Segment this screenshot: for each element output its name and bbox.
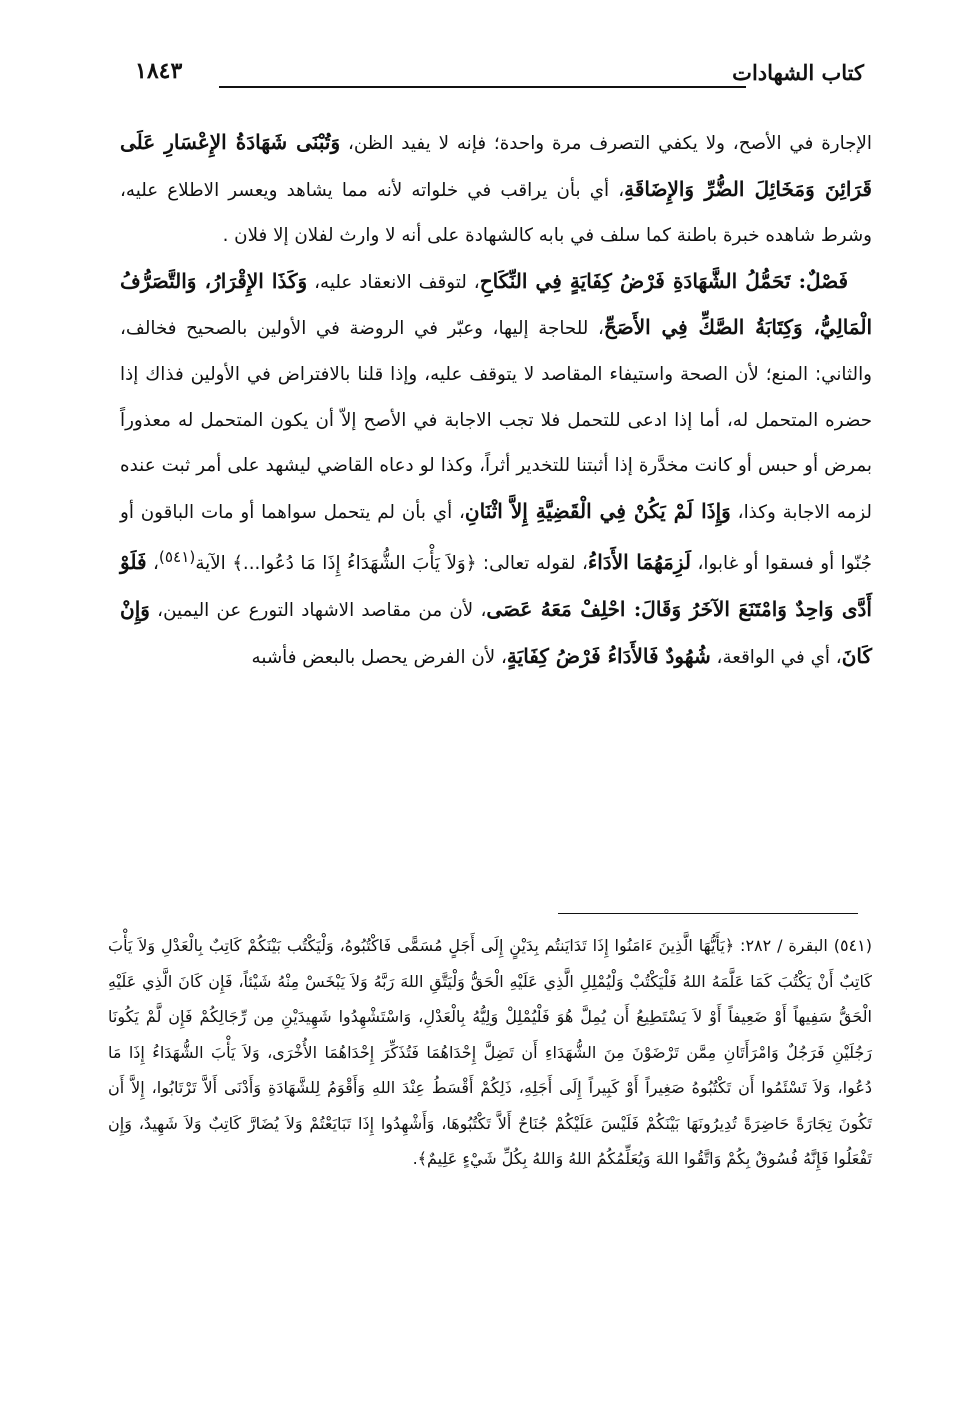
- commentary-text: ، أي في الواقعة،: [710, 646, 842, 668]
- commentary-text: ، لتوقف الانعقاد عليه،: [307, 271, 480, 293]
- header-rule: [219, 86, 746, 88]
- chapter-title: كتاب الشهادات: [732, 60, 864, 85]
- matn-text: شُهُودٌ فَالأَدَاءُ فَرْضُ كِفَايَةٍ: [506, 643, 711, 668]
- matn-text: لَزِمَهُمَا الأَدَاءُ: [587, 550, 692, 575]
- commentary-text: ، لقوله تعالى: ﴿وَلاَ يَأْبَ الشُّهَدَاءُ إِذَا مَا دُعُوا...﴾ الآية: [195, 553, 588, 575]
- commentary-text: ، لأن من مقاصد الاشهاد التورع عن اليمين،: [149, 600, 487, 622]
- paragraph-1: [120, 120, 872, 259]
- commentary-text: ، لأن الفرض يحصل بالبعض فأشبه: [251, 646, 507, 668]
- matn-text: فَلَوْ أَدَّى وَاحِدٌ وَامْتَنَعَ الآخَرُ وَقَالَ: احْلِفْ مَعَهُ عَصَى: [120, 550, 872, 622]
- commentary-text: ،: [146, 553, 159, 575]
- footnote-divider: [558, 913, 858, 914]
- footnote-reference[interactable]: (٥٤١): [158, 548, 196, 567]
- matn-text: وَتُبْنَى شَهَادَةُ الإِعْسَارِ عَلَى قَرَائِنَ وَمَخَائِلَ الضُّرِّ وَالإِضَاقَةِ: [120, 130, 872, 201]
- main-text: [120, 120, 872, 680]
- commentary-text: الإجارة في الأصح، ولا يكفي التصرف مرة واحدة؛ فإنه لا يفيد الظن،: [340, 133, 872, 154]
- page-number: ١٨٤٣: [135, 58, 183, 84]
- footnote: [108, 928, 872, 1177]
- paragraph-2: [120, 259, 872, 680]
- commentary-text: ، للحاجة إليها، وعبّر في الروضة في الأولين بالصحيح فخالف، والثاني: المنع؛ لأن الصحة واستيفاء المقاصد لا يتوقف عليه، وإذا قلنا بالافتراض في الأولين فذاك إذا حضره المتحمل له، أما إذا ادعى للتحمل فلا تجب الاجابة في الأصح إلاّ أن يكون المتحمل له معذوراً بمرض أو حبس أو كانت مخدَّرة إذا أثبتنا للتخدير أثراً، وكذا لو دعاه القاضي ليشهد على أمر ثبت عنده لزمه الاجابة وكذا،: [120, 318, 872, 523]
- matn-text: وَإِذَا لَمْ يَكُنْ فِي الْقَضِيَّةِ إِلاَّ اثْنَانِ: [464, 498, 731, 523]
- commentary-text: ، أي بأن لم يتحمل سواهما أو مات الباقون أو جُنّوا أو فسقوا أو غابوا،: [120, 501, 872, 575]
- matn-text: فَصْلٌ: تَحَمُّلُ الشَّهَادَةِ فَرْضُ كِفَايَةٍ فِي النِّكَاحِ: [479, 268, 849, 293]
- matn-text: وَكَذَا الإِقْرَارُ، وَالتَّصَرُّفُ الْمَالِيُّ، وَكِتَابَةُ الصَّكِّ فِي الأَصَحِّ: [120, 268, 873, 340]
- matn-text: وَإِنْ كَانَ: [120, 597, 872, 668]
- footnote-text: (٥٤١) البقرة / ٢٨٢: ﴿يَأَيُّهَا الَّذِينَ ءَامَنُوا إِذَا تَدَايَنتُم بِدَيْنٍ إِلَى أَجَلٍ مُسَمًّى فَاكْتُبُوهُ، وَلْيَكْتُب بَيْنَكُمْ كَاتِبٌ بِالْعَدْلِ وَلاَ يَأْبَ كَاتِبٌ أَنْ يَكْتُبَ كَمَا عَلَّمَهُ اللهُ فَلْيَكْتُبْ وَلْيُمْلِلِ الَّذِي عَلَيْهِ الْحَقُّ وَلْيَتَّقِ اللهَ رَبَّهُ وَلاَ يَبْخَسْ مِنْهُ شَيْئاً، فَإِن كَانَ الَّذِي عَلَيْهِ الْحَقُّ سَفِيهاً أَوْ ضَعِيفاً أَوْ لاَ يَسْتَطِيعُ أَن يُمِلَّ هُوَ فَلْيُمْلِلْ وَلِيُّهُ بِالْعَدْلِ، وَاسْتَشْهِدُوا شَهِيدَيْنِ مِن رِّجَالِكُمْ فَإِن لَّمْ يَكُونَا رَجُلَيْنِ فَرَجُلٌ وَامْرَأَتَانِ مِمَّن تَرْضَوْنَ مِنَ الشُّهَدَاءِ أَن تَضِلَّ إِحْدَاهُمَا فَتُذَكِّرَ إِحْدَاهُمَا الأُخْرَى، وَلاَ يَأْبَ الشُّهَدَاءُ إِذَا مَا دُعُوا، وَلاَ تَسْئَمُوا أَن تَكْتُبُوهُ صَغِيراً أَوْ كَبِيراً إِلَى أَجَلِهِ، ذَلِكُمْ أَقْسَطُ عِنْدَ اللهِ وَأَقْوَمُ لِلشَّهَادَةِ وَأَدْنَى أَلاَّ تَرْتَابُوا، إِلاَّ أَن تَكُونَ تِجَارَةً حَاضِرَةً تُدِيرُونَهَا بَيْنَكُمْ فَلَيْسَ عَلَيْكُمْ جُنَاحٌ أَلاَّ تَكْتُبُوهَا، وَأَشْهِدُوا إِذَا تَبَايَعْتُمْ وَلاَ يُضَارَّ كَاتِبٌ وَلاَ شَهِيدٌ، وَإِن تَفْعَلُوا فَإِنَّهُ فُسُوقٌ بِكُمْ وَاتَّقُوا اللهَ وَيُعَلِّمُكُمُ اللهُ وَاللهُ بِكُلِّ شَيْءٍ عَلِيمٌ﴾.: [108, 936, 873, 1168]
- commentary-text: ، أي بأن يراقب في خلواته لأنه مما يشاهد ويعسر الاطلاع عليه، وشرط شاهده خبرة باطنة كما سلف في بابه كالشهادة على أنه لا وارث لفلان إلا فلان .: [120, 179, 872, 247]
- running-header: [135, 56, 864, 96]
